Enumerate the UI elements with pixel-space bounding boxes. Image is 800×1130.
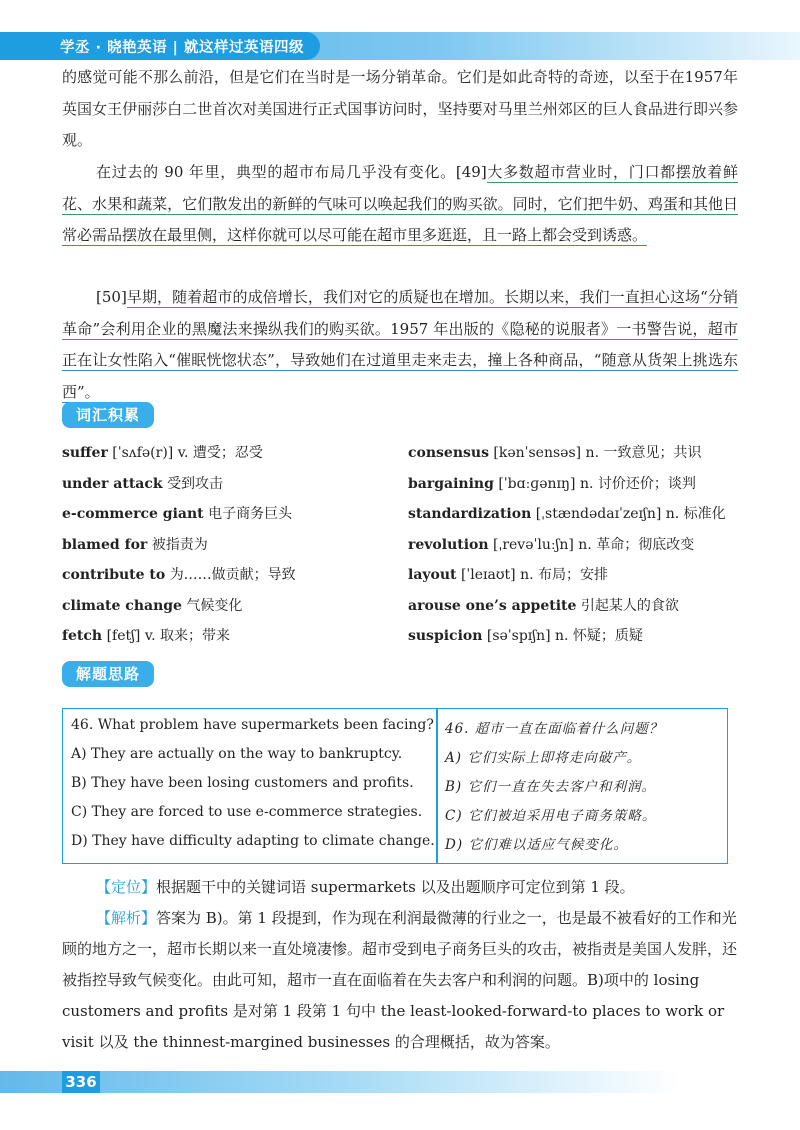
option-c-english: C) They are forced to use e-commerce strategies. — [71, 804, 423, 820]
vocab-entry — [408, 534, 694, 554]
vocab-term: revolution — [408, 536, 489, 553]
paragraph-2-lead: 在过去的 90 年里，典型的超市布局几乎没有变化。 — [96, 163, 456, 181]
vocab-definition: [ˌstændədaɪˈzeɪʃn] n. 标准化 — [535, 506, 726, 522]
underlined-sentence-50: 早期，随着超市的成倍增长，我们对它的质疑也在增加。长期以来，我们一直担心这场“分销革命”会利用企业的黑魔法来操纵我们的购买欲。1957 年出版的《隐秘的说服者》一书警告说，超市正在让女性陷入“催眠恍惚状态”，导致她们在过道里走来走去，撞上各种商品，“随意从货架上挑选东西”。 — [62, 288, 738, 401]
vocab-entry — [62, 595, 242, 615]
analysis-tag: 【解析】 — [96, 909, 157, 927]
vocab-term: consensus — [408, 445, 489, 461]
vocab-term: suspicion — [408, 628, 483, 644]
locate-text: 根据题干中的关键词语 supermarkets 以及出题顺序可定位到第 1 段。 — [156, 878, 635, 896]
page-number: 336 — [62, 1071, 100, 1093]
vocab-term: under attack — [62, 475, 163, 492]
vocab-entry — [62, 442, 263, 462]
vocab-definition: [ˈbɑːɡənɪŋ] n. 讨价还价；谈判 — [498, 475, 696, 492]
question-chinese: 46. 超市一直在面临着什么问题？ — [445, 721, 664, 737]
vocab-definition: [ˌrevəˈluːʃn] n. 革命；彻底改变 — [493, 536, 695, 553]
vocab-heading: 词汇积累 — [62, 402, 154, 428]
vocab-definition: 引起某人的食欲 — [580, 597, 679, 614]
running-header: 学丞 · 晓艳英语 | 就这样过英语四级 — [60, 40, 304, 56]
vocab-term: e-commerce giant — [62, 506, 204, 522]
vocab-definition: [kənˈsensəs] n. 一致意见；共识 — [493, 445, 702, 461]
option-d-chinese: D) 它们难以适应气候变化。 — [445, 837, 628, 853]
vocab-term: climate change — [62, 597, 182, 614]
vocab-entry — [408, 473, 696, 493]
underlined-sentence-49: 大多数超市营业时，门口都摆放着鲜花、水果和蔬菜，它们散发出的新鲜的气味可以唤起我们的购买欲。同时，它们把牛奶、鸡蛋和其他日常必需品摆放在最里侧，这样你就可以尽可能在超市里多逛逛，且一路上都会受到诱惑。 — [62, 163, 738, 244]
vocab-term: arouse one’s appetite — [408, 597, 577, 614]
passage-paragraph-3 — [62, 282, 738, 408]
passage-paragraph-2 — [62, 157, 738, 252]
vocab-entry — [408, 442, 701, 462]
question-marker-50: [50] — [96, 288, 127, 306]
vocab-entry — [62, 503, 292, 523]
vocab-definition: 受到攻击 — [167, 475, 224, 492]
vocab-definition: 气候变化 — [186, 597, 243, 614]
option-b-english: B) They have been losing customers and profits. — [71, 775, 414, 791]
vocab-term: suffer — [62, 445, 108, 461]
vocab-term: standardization — [408, 506, 532, 522]
vocab-entry — [62, 534, 208, 554]
vocab-definition: 为……做贡献；导致 — [169, 567, 296, 583]
option-b-chinese: B) 它们一直在失去客户和利润。 — [445, 779, 656, 795]
option-d-english: D) They have difficulty adapting to climate change. — [71, 833, 435, 849]
vocab-entry — [408, 503, 726, 523]
vocab-definition: [ˈsʌfə(r)] v. 遭受；忍受 — [112, 445, 263, 461]
vocab-definition: [ˈleɪaʊt] n. 布局；安排 — [460, 567, 609, 583]
vocab-definition: 被指责为 — [151, 536, 208, 553]
vocab-entry — [62, 473, 223, 493]
locate-tag: 【定位】 — [96, 878, 157, 896]
analysis-paragraph — [62, 903, 738, 1058]
vocab-term: contribute to — [62, 567, 166, 583]
question-english: 46. What problem have supermarkets been facing? — [71, 717, 434, 733]
question-marker-49: [49] — [455, 163, 487, 181]
option-a-english: A) They are actually on the way to bankruptcy. — [71, 746, 403, 762]
vocab-entry — [408, 595, 679, 615]
vocab-entry — [408, 564, 608, 584]
vocab-term: fetch — [62, 628, 103, 644]
vocab-term: blamed for — [62, 536, 148, 553]
vocab-term: bargaining — [408, 475, 494, 492]
solution-heading: 解题思路 — [62, 661, 154, 687]
locate-paragraph — [62, 872, 738, 903]
vocab-entry — [62, 564, 296, 584]
vocab-entry — [408, 625, 643, 645]
vocab-definition: [səˈspɪʃn] n. 怀疑；质疑 — [486, 628, 643, 644]
vocab-definition: 电子商务巨头 — [208, 506, 293, 522]
vocab-definition: [fetʃ] v. 取来；带来 — [106, 628, 230, 644]
vocab-term: layout — [408, 567, 457, 583]
paragraph-1-text: 的感觉可能不那么前沿，但是它们在当时是一场分销革命。它们是如此奇特的奇迹，以至于在1957年英国女王伊丽莎白二世首次对美国进行正式国事访问时，坚持要对马里兰州郊区的巨人食品进行即兴参观。 — [62, 68, 738, 149]
footer-band — [0, 1071, 800, 1093]
vocab-entry — [62, 625, 230, 645]
passage-paragraph-1 — [62, 62, 738, 157]
option-c-chinese: C) 它们被迫采用电子商务策略。 — [445, 808, 657, 824]
question-box-divider — [436, 709, 438, 863]
option-a-chinese: A) 它们实际上即将走向破产。 — [445, 750, 642, 766]
question-box — [62, 708, 728, 864]
analysis-text: 答案为 B)。第 1 段提到，作为现在利润最微薄的行业之一，也是最不被看好的工作和光顾的地方之一，超市长期以来一直处境凄惨。超市受到电子商务巨头的攻击，被指责是美国人发胖，还被指控导致气候变化。由此可知，超市一直在面临着在失去客户和利润的问题。B)项中的 losing customers and profits 是对第 1 段第 1 句中 the least-looked-forward-to places to work or visit 以及 the thinnest-margined businesses 的合理概括，故为答案。 — [62, 909, 738, 1051]
